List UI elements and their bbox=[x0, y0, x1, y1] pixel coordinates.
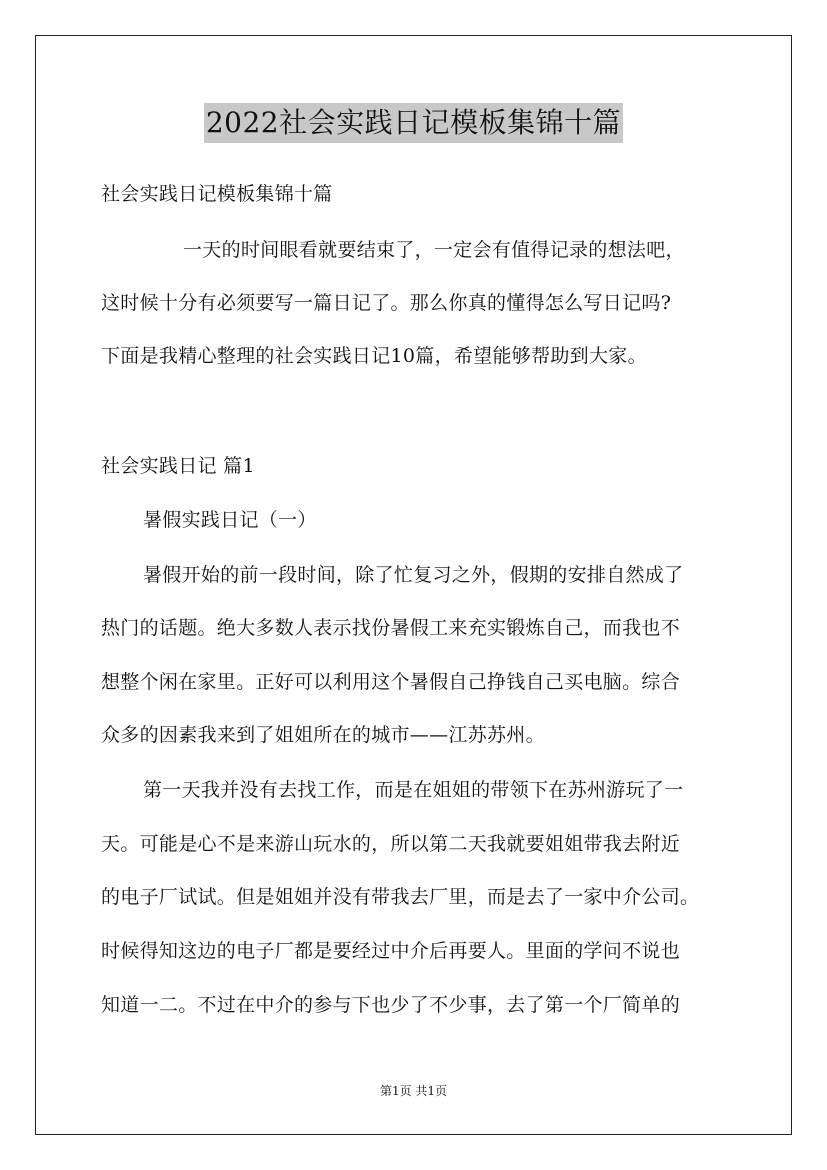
body-line-9: 知道一二。不过在中介的参与下也少了不少事，去了第一个厂简单的 bbox=[101, 994, 681, 1016]
title-container bbox=[0, 103, 827, 143]
body-line-1: 暑假开始的前一段时间，除了忙复习之外，假期的安排自然成了 bbox=[143, 564, 684, 586]
body-line-2: 热门的话题。绝大多数人表示找份暑假工来充实锻炼自己，而我也不 bbox=[101, 617, 681, 639]
intro-line-2: 这时候十分有必须要写一篇日记了。那么你真的懂得怎么写日记吗? bbox=[101, 292, 672, 314]
body-line-3: 想整个闲在家里。正好可以利用这个暑假自己挣钱自己买电脑。综合 bbox=[101, 671, 681, 693]
entry-title: 暑假实践日记（一） bbox=[143, 509, 317, 531]
body-line-8: 时候得知这边的电子厂都是要经过中介后再要人。里面的学问不说也 bbox=[101, 940, 681, 962]
document-title: 2022社会实践日记模板集锦十篇 bbox=[204, 103, 623, 143]
body-line-4: 众多的因素我来到了姐姐所在的城市——江苏苏州。 bbox=[101, 724, 545, 746]
body-line-5: 第一天我并没有去找工作，而是在姐姐的带领下在苏州游玩了一 bbox=[143, 779, 684, 801]
document-subtitle: 社会实践日记模板集锦十篇 bbox=[101, 183, 333, 205]
page-footer: 第1页 共1页 bbox=[379, 1084, 448, 1098]
intro-line-3: 下面是我精心整理的社会实践日记10篇，希望能够帮助到大家。 bbox=[101, 345, 647, 367]
intro-line-1: 一天的时间眼看就要结束了，一定会有值得记录的想法吧， bbox=[183, 239, 685, 261]
body-line-6: 天。可能是心不是来游山玩水的，所以第二天我就要姐姐带我去附近 bbox=[101, 833, 681, 855]
section-heading: 社会实践日记 篇1 bbox=[101, 455, 255, 477]
body-line-7: 的电子厂试试。但是姐姐并没有带我去厂里，而是去了一家中介公司。 bbox=[101, 886, 700, 908]
